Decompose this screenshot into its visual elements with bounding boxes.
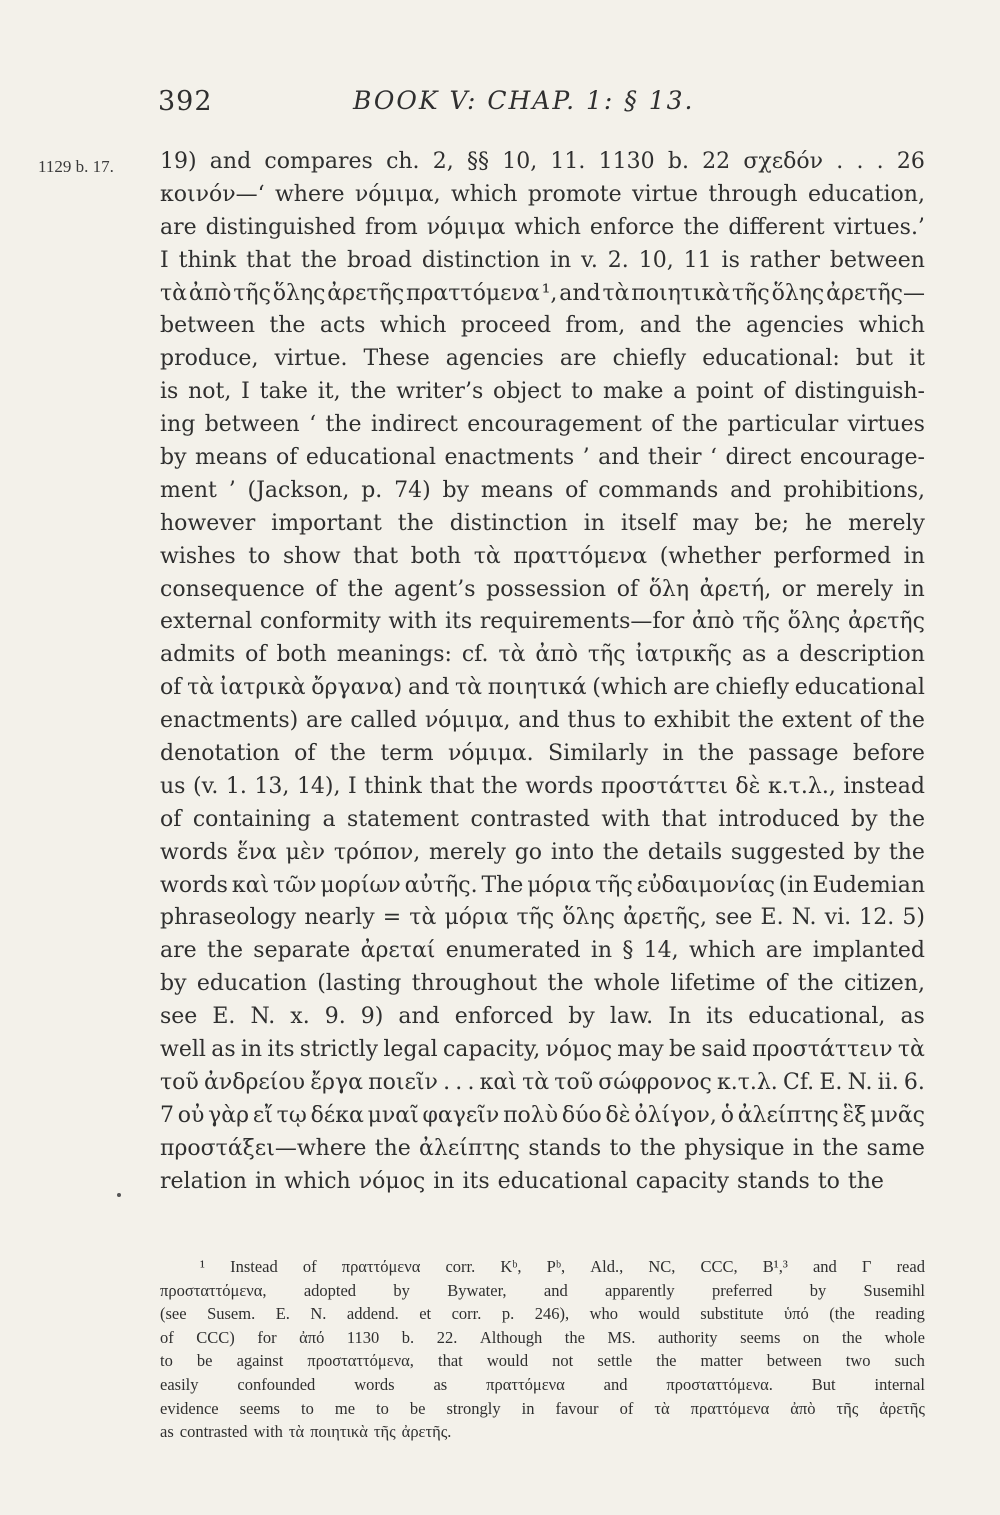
margin-reference: 1129 b. 17. [38, 157, 114, 176]
text-line: admits of both meanings: cf. τὰ ἀπὸ τῆς ἰατρικῆς as a description [160, 642, 925, 668]
text-line: προστάξει—where the ἀλείπτης stands to the physique in the same [160, 1135, 925, 1161]
text-line: 7 οὐ γὰρ εἴ τῳ δέκα μναῖ φαγεῖν πολὺ δύο δὲ ὀλίγον, ὁ ἀλείπτης ἓξ μνᾶς [160, 1102, 925, 1128]
text-line: ing between ‘ the indirect encouragement of the particular virtues [160, 412, 925, 438]
text-line: well as in its strictly legal capacity, νόμος may be said προστάττειν τὰ [160, 1037, 925, 1063]
text-line: by education (lasting throughout the whole lifetime of the citizen, [160, 971, 925, 997]
footnote-line: easily confounded words as πραττόμενα and προσταττόμενα. But internal [160, 1374, 925, 1394]
footnote-line: ¹ Instead of πραττόμενα corr. Kᵇ, Pᵇ, Ald., NC, CCC, B¹,³ and Γ read [200, 1257, 925, 1276]
text-line: ment ’ (Jackson, p. 74) by means of commands and prohibitions, [160, 477, 925, 503]
text-line: see E. N. x. 9. 9) and enforced by law. In its educational, as [160, 1004, 925, 1030]
text-line: are distinguished from νόμιμα which enforce the different virtues.’ [160, 214, 925, 240]
text-line: τοῦ ἀνδρείου ἔργα ποιεῖν . . . καὶ τὰ τοῦ σώφρονος κ.τ.λ. Cf. E. N. ii. 6. [160, 1069, 925, 1095]
text-line: of τὰ ἰατρικὰ ὄργανα) and τὰ ποιητικά (which are chiefly educational [160, 675, 925, 701]
running-head: BOOK V: CHAP. 1: § 13. [353, 86, 695, 115]
text-line: wishes to show that both τὰ πραττόμενα (whether performed in [160, 543, 925, 569]
footnote-line: of CCC) for ἀπό 1130 b. 22. Although the MS. authority seems on the whole [160, 1327, 925, 1347]
text-line: κοινόν—‘ where νόμιμα, which promote virtue through education, [160, 181, 925, 207]
text-line: phraseology nearly = τὰ μόρια τῆς ὅλης ἀρετῆς, see E. N. vi. 12. 5) [160, 905, 925, 931]
text-line: by means of educational enactments ’ and their ‘ direct encourage- [160, 445, 925, 471]
text-line: 19) and compares ch. 2, §§ 10, 11. 1130 b. 22 σχεδόν . . . 26 [160, 149, 925, 174]
text-line: words καὶ τῶν μορίων αὐτῆς. The μόρια τῆς εὐδαιμονίας (in Eudemian [160, 872, 925, 898]
text-line: denotation of the term νόμιμα. Similarly in the passage before [160, 741, 925, 767]
footnote-line: to be against προσταττόμενα, that would not settle the matter between two such [160, 1351, 925, 1371]
text-line: words ἕνα μὲν τρόπον, merely go into the details suggested by the [160, 839, 925, 865]
text-line: however important the distinction in itself may be; he merely [160, 510, 925, 536]
footnote-line: προσταττόμενα, adopted by Bywater, and apparently preferred by Susemihl [160, 1280, 925, 1300]
text-line: between the acts which proceed from, and the agencies which [160, 313, 925, 339]
page-number: 392 [158, 86, 213, 117]
page-header [158, 86, 928, 126]
footnote-line: evidence seems to me to be strongly in favour of τὰ πραττόμενα ἀπὸ τῆς ἀρετῆς [160, 1398, 925, 1418]
footnote-block [160, 1255, 925, 1444]
text-line: is not, I take it, the writer’s object to make a point of distinguish- [160, 379, 925, 405]
text-line: relation in which νόμος in its educational capacity stands to the [160, 1168, 884, 1194]
text-line: are the separate ἀρεταί enumerated in § 14, which are implanted [160, 938, 925, 964]
text-line: of containing a statement contrasted with that introduced by the [160, 806, 925, 832]
margin-dot [117, 1193, 121, 1197]
text-line: produce, virtue. These agencies are chiefly educational: but it [160, 346, 925, 372]
footnote-line: as contrasted with τὰ ποιητικὰ τῆς ἀρετῆς. [160, 1422, 452, 1442]
text-line: consequence of the agent’s possession of ὅλη ἀρετή, or merely in [160, 576, 925, 602]
footnote-line: (see Susem. E. N. addend. et corr. p. 246), who would substitute ὑπό (the reading [160, 1304, 925, 1324]
text-line: us (v. 1. 13, 14), I think that the words προστάττει δὲ κ.τ.λ., instead [160, 773, 925, 799]
text-line: enactments) are called νόμιμα, and thus to exhibit the extent of the [160, 708, 925, 734]
text-line: I think that the broad distinction in v. 2. 10, 11 is rather between [160, 247, 925, 273]
text-line: external conformity with its requirements—for ἀπὸ τῆς ὅλης ἀρετῆς [160, 609, 925, 635]
commentary-text [160, 146, 925, 1199]
text-line: τὰ ἀπὸ τῆς ὅλης ἀρετῆς πραττόμενα ¹, and τὰ ποιητικὰ τῆς ὅλης ἀρετῆς— [160, 280, 925, 306]
